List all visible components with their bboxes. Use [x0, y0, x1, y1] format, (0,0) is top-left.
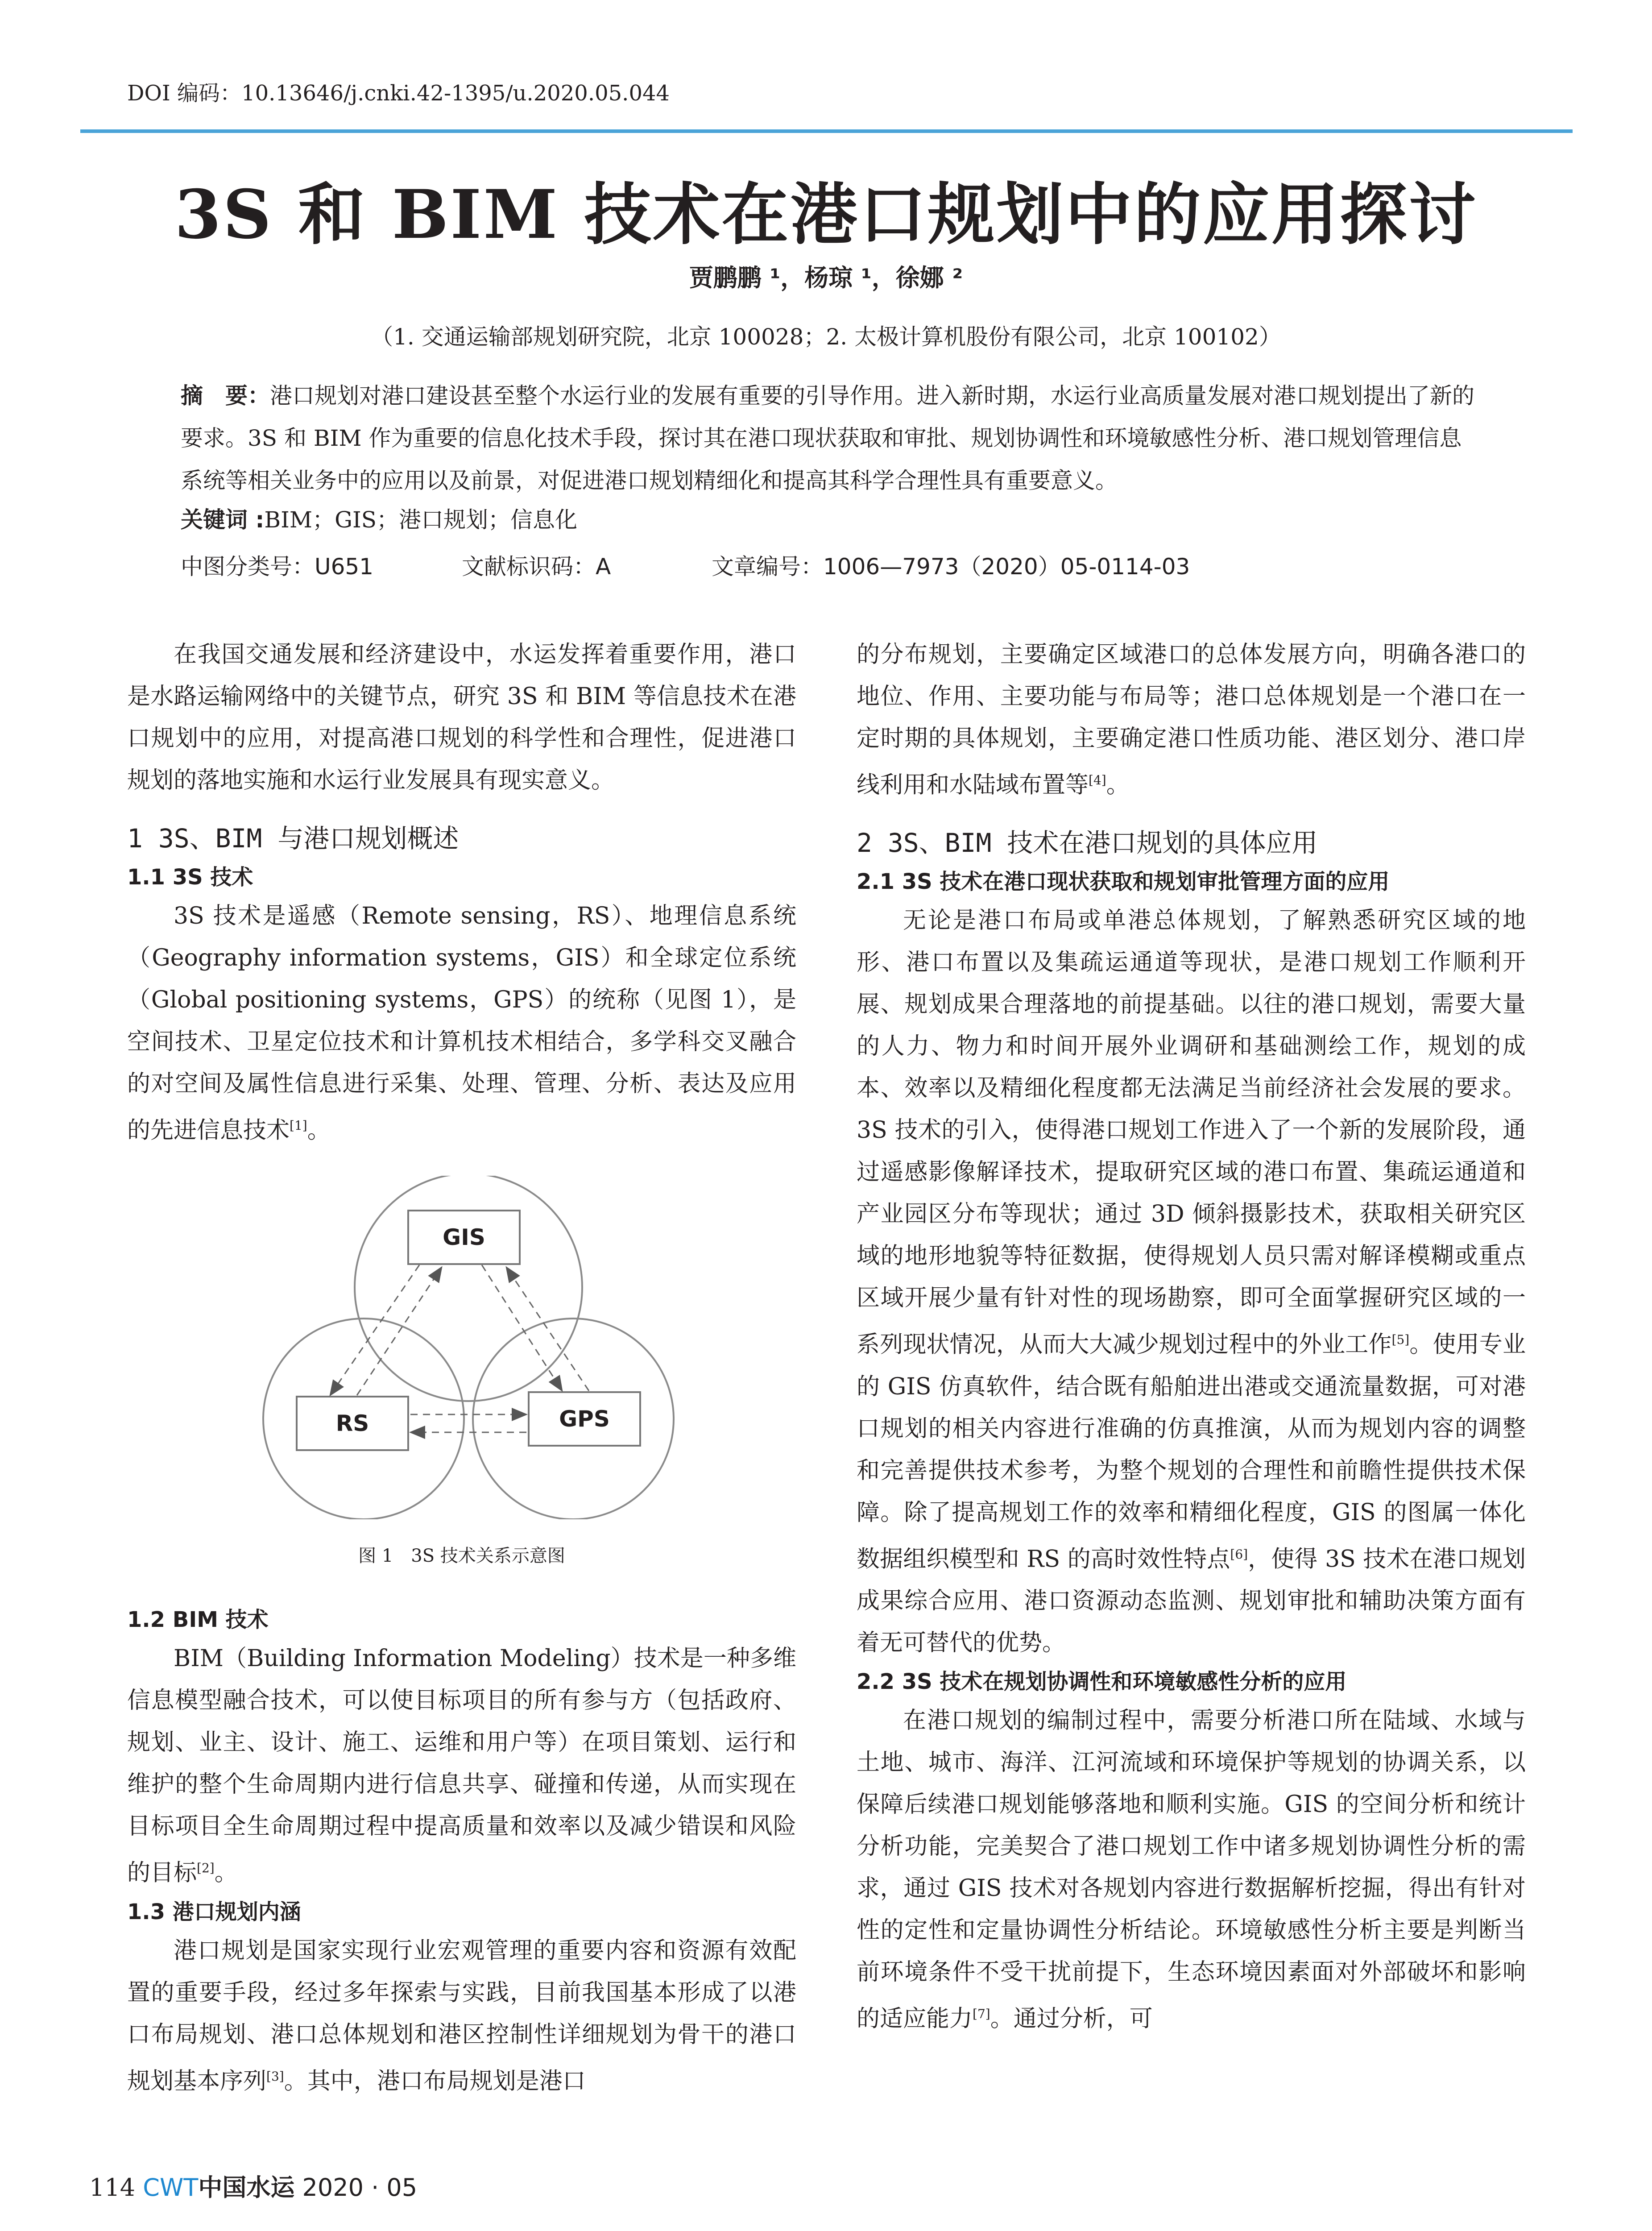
abstract-label: 摘 要：: [181, 383, 270, 409]
figure-caption: 图 1 3S 技术关系示意图: [358, 1546, 565, 1566]
affiliations: （1. 交通运输部规划研究院，北京 100028；2. 太极计算机股份有限公司，北京 100102）: [371, 324, 1281, 350]
abstract: [181, 375, 1474, 502]
paragraph-coordination: 在港口规划的编制过程中，需要分析港口所在陆域、水域与土地、城市、海洋、江河流域和环境保护等规划的协调关系，以保障后续港口规划能够落地和顺利实施。GIS 的空间分析和统计分析功能，完美契合了港口规划工作中诸多规划协调性分析的需求，通过 GIS 技术对各规划内容进行数据解析挖掘，得出有针对性的定性和定量协调性分析结论。环境敏感性分析主要是判断当前环境条件不受干扰前提下，生态环境因素面对外部破坏和影响的适应能力[7]。通过分析，可: [857, 1707, 1526, 2032]
page-footer: [89, 2169, 417, 2203]
page-number: 114: [89, 2173, 136, 2202]
citation: [3]: [266, 2069, 284, 2084]
cwt-logo: CWT: [143, 2173, 199, 2202]
issue-label: 2020 · 05: [302, 2173, 418, 2202]
citation: [5]: [1391, 1332, 1410, 1348]
subsection-heading-1-3: 1.3 港口规划内涵: [127, 1899, 301, 1924]
keywords: [181, 502, 1474, 534]
citation: [4]: [1089, 773, 1106, 788]
authors: 贾鹏鹏 ¹，杨琼 ¹，徐娜 ²: [689, 264, 963, 292]
article-number: 文章编号：1006—7973（2020）05-0114-03: [712, 554, 1190, 580]
keywords-label: 关键词 :: [181, 507, 265, 533]
subsection-heading-2-2: 2.2 3S 技术在规划协调性和环境敏感性分析的应用: [857, 1669, 1347, 1694]
gps-label: GPS: [559, 1406, 610, 1432]
arrow-gis-to-rs: [330, 1265, 419, 1395]
header-rule: [80, 129, 1573, 133]
abstract-text: 港口规划对港口建设甚至整个水运行业的发展有重要的引导作用。进入新时期，水运行业高质量发展对港口规划提出了新的要求。3S 和 BIM 作为重要的信息化技术手段，探讨其在港口现状获取和审批、规划协调性和环境敏感性分析、港口规划管理信息系统等相关业务中的应用以及前景，对促进港口规划精细化和提高其科学合理性具有重要意义。: [181, 383, 1474, 493]
arrow-gis-to-gps: [482, 1265, 562, 1391]
paragraph-bim: BIM（Building Information Modeling）技术是一种多维信息模型融合技术，可以使目标项目的所有参与方（包括政府、规划、业主、设计、施工、运维和用户等）在项目策划、运行和维护的整个生命周期内进行信息共享、碰撞和传递，从而实现在目标项目全生命周期过程中提高质量和效率以及减少错误和风险的目标[2]。: [127, 1645, 796, 1887]
keywords-text: BIM；GIS；港口规划；信息化: [264, 507, 578, 533]
gis-label: GIS: [443, 1224, 485, 1250]
section-heading-1: 1 3S、BIM 与港口规划概述: [127, 823, 459, 854]
arrow-gps-to-gis: [506, 1267, 589, 1391]
figure-1: [250, 1176, 687, 1519]
subsection-heading-2-1: 2.1 3S 技术在港口现状获取和规划审批管理方面的应用: [857, 869, 1390, 895]
citation: [2]: [197, 1861, 215, 1876]
continued-paragraph: 的分布规划，主要确定区域港口的总体发展方向，明确各港口的地位、作用、主要功能与布局等；港口总体规划是一个港口在一定时期的具体规划，主要确定港口性质功能、港区划分、港口岸线利用和水陆域布置等[4]。: [857, 641, 1526, 799]
right-column: [857, 634, 1526, 2040]
paper-title: 3S 和 BIM 技术在港口规划中的应用探讨: [174, 175, 1478, 254]
paragraph-3s-status: 无论是港口布局或单港总体规划，了解熟悉研究区域的地形、港口布置以及集疏运通道等现状，是港口规划工作顺利开展、规划成果合理落地的前提基础。以往的港口规划，需要大量的人力、物力和时间开展外业调研和基础测绘工作，规划的成本、效率以及精细化程度都无法满足当前经济社会发展的要求。3S 技术的引入，使得港口规划工作进入了一个新的发展阶段，通过遥感影像解译技术，提取研究区域的港口布置、集疏运通道和产业园区分布等现状；通过 3D 倾斜摄影技术，获取相关研究区域的地形地貌等特征数据，使得规划人员只需对解译模糊或重点区域开展少量有针对性的现场勘察，即可全面掌握研究区域的一系列现状情况，从而大大减少规划过程中的外业工作[5]。使用专业的 GIS 仿真软件，结合既有船舶进出港或交通流量数据，可对港口规划的相关内容进行准确的仿真推演，从而为规划内容的调整和完善提供技术参考，为整个规划的合理性和前瞻性提供技术保障。除了提高规划工作的效率和精细化程度，GIS 的图属一体化数据组织模型和 RS 的高时效性特点[6]，使得 3S 技术在港口规划成果综合应用、港口资源动态监测、规划审批和辅助决策方面有着无可替代的优势。: [857, 907, 1526, 1656]
clc-number: 中图分类号：U651: [181, 554, 374, 580]
citation: [6]: [1230, 1547, 1248, 1562]
arrow-rs-to-gis: [357, 1267, 442, 1395]
journal-name: 中国水运: [198, 2173, 295, 2202]
gis-circle: [355, 1176, 582, 1401]
intro-paragraph: 在我国交通发展和经济建设中，水运发挥着重要作用，港口是水路运输网络中的关键节点，研究 3S 和 BIM 等信息技术在港口规划中的应用，对提高港口规划的科学性和合理性，促进港口规划的落地实施和水运行业发展具有现实意义。: [127, 641, 796, 794]
doi-line: DOI 编码：10.13646/j.cnki.42-1395/u.2020.05.044: [127, 81, 670, 106]
paragraph-3s: 3S 技术是遥感（Remote sensing，RS）、地理信息系统（Geography information systems，GIS）和全球定位系统（Global positioning systems，GPS）的统称（见图 1），是空间技术、卫星定位技术和计算机技术相结合，多学科交叉融合的对空间及属性信息进行采集、处理、管理、分析、表达及应用的先进信息技术[1]。: [127, 903, 796, 1144]
section-heading-2: 2 3S、BIM 技术在港口规划的具体应用: [857, 828, 1318, 858]
paragraph-port-planning: 港口规划是国家实现行业宏观管理的重要内容和资源有效配置的重要手段，经过多年探索与实践，目前我国基本形成了以港口布局规划、港口总体规划和港区控制性详细规划为骨干的港口规划基本序列[3]。其中，港口布局规划是港口: [127, 1937, 796, 2094]
citation: [1]: [290, 1118, 307, 1133]
3s-relationship-diagram: [250, 1176, 687, 1519]
citation: [7]: [973, 2006, 990, 2021]
subsection-heading-1-1: 1.1 3S 技术: [127, 865, 253, 890]
document-code: 文献标识码：A: [462, 554, 611, 580]
rs-label: RS: [335, 1410, 369, 1436]
subsection-heading-1-2: 1.2 BIM 技术: [127, 1607, 269, 1633]
